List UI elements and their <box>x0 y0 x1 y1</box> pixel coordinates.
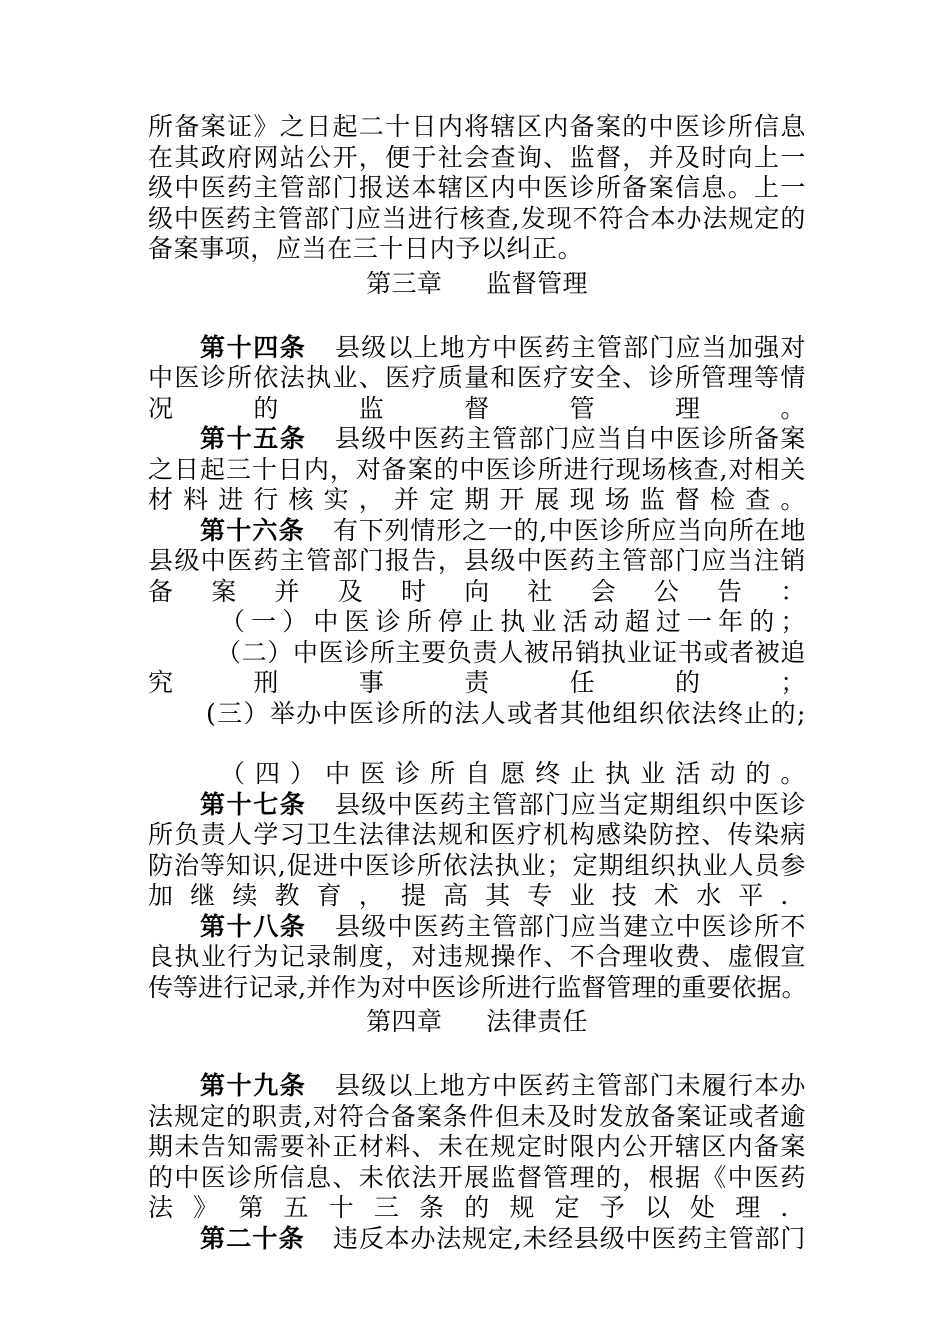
body-line: 良执业行为记录制度，对违规操作、不合理收费、虚假宣 <box>148 942 806 971</box>
article-text: 县级中医药主管部门应当建立中医诊所不 <box>334 911 806 941</box>
chapter-number: 第三章 <box>366 268 443 298</box>
article-first-line <box>148 912 806 943</box>
body-line: 加继续教育，提高其专业技术水平． <box>148 881 806 910</box>
article-first-line <box>148 790 806 821</box>
article-label: 第十九条 <box>200 1071 307 1100</box>
article-first-line <box>148 424 806 455</box>
body-line: 中医诊所依法执业、医疗质量和医疗安全、诊所管理等情 <box>148 363 806 392</box>
body-line: 备案并及时向社会公告： <box>148 576 806 606</box>
body-line: 县级中医药主管部门报告，县级中医药主管部门应当注销 <box>148 546 806 575</box>
body-line: 在其政府网站公开，便于社会查询、监督，并及时向上一 <box>148 142 806 172</box>
body-line: 备案事项，应当在三十日内予以纠正。 <box>148 234 584 263</box>
list-item: （二）中医诊所主要负责人被吊销执业证书或者被追 <box>216 637 806 667</box>
article-first-line <box>148 516 806 547</box>
chapter-title: 监督管理 <box>486 268 588 298</box>
body-line: 法规定的职责,对符合备案条件但未及时发放备案证或者逾 <box>148 1101 806 1131</box>
body-line: 级中医药主管部门应当进行核查,发现不符合本办法规定的 <box>148 203 806 233</box>
article-text: 县级以上地方中医药主管部门未履行本办 <box>334 1071 806 1100</box>
body-line: 所备案证》之日起二十日内将辖区内备案的中医诊所信息 <box>148 112 806 141</box>
list-item: (三）举办中医诊所的法人或者其他组织依法终止的; <box>206 698 806 728</box>
article-first-line <box>148 333 806 364</box>
article-label: 第十五条 <box>200 424 307 453</box>
list-item: （四）中医诊所自愿终止执业活动的。 <box>220 759 806 788</box>
chapter-heading <box>148 1003 806 1041</box>
body-line: 所负责人学习卫生法律法规和医疗机构感染防控、传染病 <box>148 820 806 849</box>
article-label: 第二十条 <box>200 1223 305 1253</box>
document-page <box>148 112 806 1254</box>
article-label: 第十四条 <box>200 332 307 362</box>
article-label: 第十八条 <box>200 911 307 941</box>
article-first-line <box>148 1071 806 1102</box>
article-text: 有下列情形之一的,中医诊所应当向所在地 <box>332 515 806 545</box>
chapter-number: 第四章 <box>366 1007 443 1036</box>
body-line: 期未告知需要补正材料、未在规定时限内公开辖区内备案 <box>148 1132 806 1161</box>
body-line: 材料进行核实，并定期开展现场监督检查。 <box>148 485 806 514</box>
body-line: 的中医诊所信息、未依法开展监督管理的，根据《中医药 <box>148 1162 806 1192</box>
body-line: 防治等知识,促进中医诊所依法执业；定期组织执业人员参 <box>148 850 806 880</box>
body-line: 法》第五十三条的规定予以处理． <box>148 1193 806 1222</box>
list-item-continuation: 究刑事责任的； <box>148 668 806 697</box>
article-text: 县级以上地方中医药主管部门应当加强对 <box>334 332 806 362</box>
article-text: 违反本办法规定,未经县级中医药主管部门 <box>332 1223 806 1253</box>
list-item: （一）中医诊所停止执业活动超过一年的； <box>220 607 806 636</box>
body-line: 级中医药主管部门报送本辖区内中医诊所备案信息。上一 <box>148 173 806 202</box>
chapter-heading <box>148 265 806 303</box>
body-line: 传等进行记录,并作为对中医诊所进行监督管理的重要依据。 <box>148 972 806 1002</box>
article-label: 第十六条 <box>200 515 305 545</box>
chapter-title: 法律责任 <box>486 1007 588 1036</box>
body-line: 况的监督管理。 <box>148 393 806 423</box>
article-label: 第十七条 <box>200 789 307 819</box>
article-text: 县级中医药主管部门应当定期组织中医诊 <box>334 789 806 819</box>
body-line: 之日起三十日内，对备案的中医诊所进行现场核查,对相关 <box>148 454 806 484</box>
article-first-line <box>148 1224 806 1255</box>
article-text: 县级中医药主管部门应当自中医诊所备案 <box>334 424 806 453</box>
